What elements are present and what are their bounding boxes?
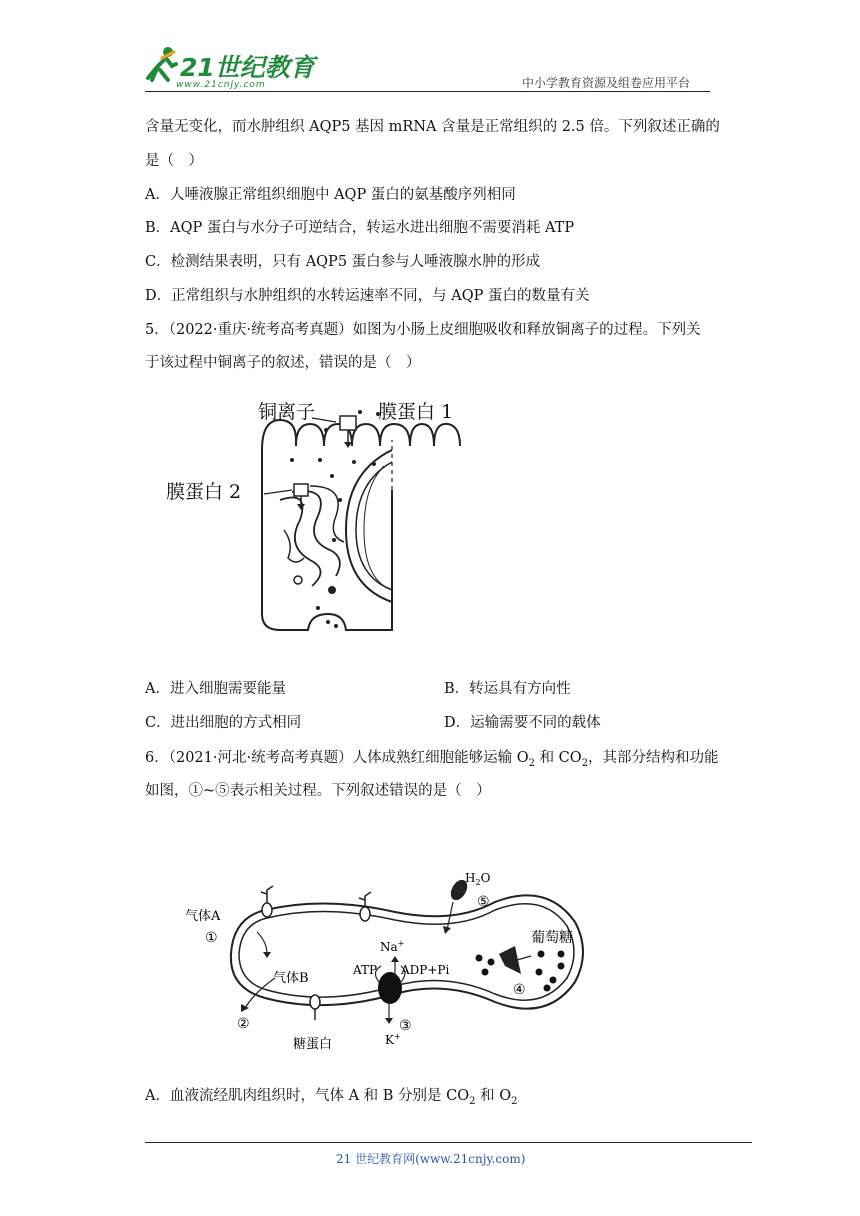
runner-logo-icon (140, 44, 180, 86)
q6-stem-line2: 如图，①~⑤表示相关过程。下列叙述错误的是（ ） (145, 783, 491, 799)
header-rule (145, 91, 710, 92)
footer-site-link[interactable]: 21 世纪教育网(www.21cnjy.com) (336, 1152, 526, 1166)
label-k: K+ (385, 1032, 401, 1047)
q4-option-b: B．AQP 蛋白与水分子可逆结合，转运水进出细胞不需要消耗 ATP (145, 220, 575, 236)
q4-option-a: A．人唾液腺正常组织细胞中 AQP 蛋白的氨基酸序列相同 (145, 187, 516, 203)
q5-option-a: A．进入细胞需要能量 (145, 681, 286, 697)
label-circle-5: ⑤ (477, 894, 490, 910)
q6-red-cell-figure (175, 862, 595, 1062)
logo-main-text: 21世纪教育 (180, 53, 315, 82)
q5-cell-figure (160, 390, 470, 655)
q6-stem-line1: 6．（2021·河北·统考高考真题）人体成熟红细胞能够运输 $O_2$ 和 $CO_2$，其部分结构和功能 (145, 750, 719, 769)
q6-option-a: A．血液流经肌肉组织时，气体 A 和 B 分别是 $CO_2$ 和 $O_2$ (145, 1088, 518, 1107)
label-glycoprotein: 糖蛋白 (293, 1037, 333, 1052)
logo-url-text: www.21cnjy.com (176, 80, 266, 90)
label-glucose: 葡萄糖 (531, 930, 573, 946)
label-na: Na+ (380, 939, 405, 954)
label-membrane-protein-1: 膜蛋白 1 (378, 401, 454, 423)
label-h2o: $H_2O$ (465, 871, 491, 887)
q4-option-d: D．正常组织与水肿组织的水转运速率不同，与 AQP 蛋白的数量有关 (145, 288, 590, 304)
platform-name: 中小学教育资源及组卷应用平台 (522, 76, 691, 90)
footer-rule (145, 1142, 752, 1143)
q5-stem-line2: 于该过程中铜离子的叙述，错误的是（ ） (145, 355, 421, 371)
label-gas-a: 气体A (185, 909, 221, 924)
q4-stem-line2: 是（ ） (145, 153, 203, 169)
label-circle-3: ③ (399, 1018, 412, 1034)
q5-option-c: C．进出细胞的方式相同 (145, 715, 302, 731)
label-circle-2: ② (237, 1016, 250, 1032)
label-circle-1: ① (205, 930, 218, 946)
label-gas-b: 气体B (273, 971, 309, 986)
q4-option-c: C．检测结果表明，只有 AQP5 蛋白参与人唾液腺水肿的形成 (145, 254, 541, 270)
label-circle-4: ④ (513, 982, 526, 998)
label-atp: ATP (353, 963, 378, 977)
q5-option-b: B．转运具有方向性 (444, 681, 571, 697)
label-membrane-protein-2: 膜蛋白 2 (166, 481, 242, 503)
q5-stem-line1: 5．（2022·重庆·统考高考真题）如图为小肠上皮细胞吸收和释放铜离子的过程。下列关 (145, 322, 701, 338)
q4-stem-line1: 含量无变化，而水肿组织 AQP5 基因 mRNA 含量是正常组织的 2.5 倍。下列叙述正确的 (145, 119, 720, 135)
label-adp-pi: ADP+Pi (401, 963, 450, 977)
q5-option-d: D．运输需要不同的载体 (444, 715, 601, 731)
label-copper-ion: 铜离子 (258, 401, 316, 423)
